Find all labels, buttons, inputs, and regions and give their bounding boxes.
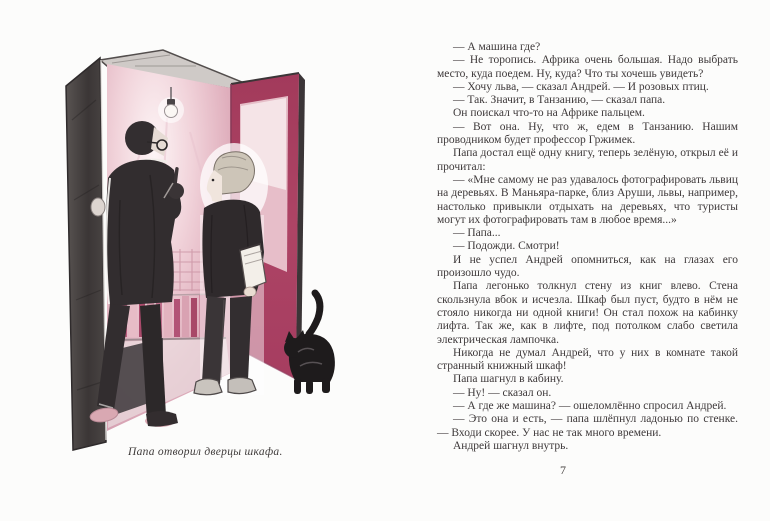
paragraph: Папа легонько толкнул стену из книг влево. Стена скользнула вбок и исчезла. Шкаф был пуст, будто в нём не стояло никогда ни одной книги! Он стал похож на кабинку лифта. Так же, как в лифте, под потолком слабо светила электрическая лампочка. xyxy=(437,280,738,346)
paragraph: И не успел Андрей опомниться, как на глазах его произошло чудо. xyxy=(437,253,738,280)
paragraph: Андрей шагнул внутрь. xyxy=(453,439,569,452)
paragraph: — Это она и есть, — папа шлёпнул ладонью по стенке. — Входи скорее. У нас не так много времени. xyxy=(437,413,738,439)
paragraph: Папа достал ещё одну книгу, теперь зелёную, открыл её и прочитал: xyxy=(437,147,738,173)
paragraph: — «Мне самому не раз удавалось фотографировать львиц на деревьях. В Маньяра-парке, близ Аруши, львы, например, настолько привыкли отдыхать на деревьях, что туристы могут их фотографировать там в любое время...» xyxy=(437,173,738,226)
paragraph: — Так. Значит, в Танзанию, — сказал папа. xyxy=(453,94,666,107)
paragraph: Никогда не думал Андрей, что у них в комнате такой странный книжный шкаф! xyxy=(437,346,738,373)
paragraph: Папа шагнул в кабину. xyxy=(453,373,564,386)
paragraph: — Хочу льва, — сказал Андрей. — И розовых птиц. xyxy=(453,80,709,93)
paragraph: — А где же машина? — ошеломлённо спросил Андрей. xyxy=(453,400,727,413)
illustration-papa-wardrobe xyxy=(58,5,350,453)
illustration-caption: Папа отворил дверцы шкафа. xyxy=(128,446,283,458)
page-number: 7 xyxy=(560,463,566,477)
paragraph: — Подожди. Смотри! xyxy=(453,240,560,253)
paragraph: — Вот она. Ну, что ж, едем в Танзанию. Нашим проводником будет профессор Гржимек. xyxy=(437,120,738,147)
story-text xyxy=(437,41,738,453)
paragraph: — Папа... xyxy=(453,227,501,240)
paragraph: Он поискал что-то на Африке пальцем. xyxy=(453,107,645,120)
paragraph: — А машина где? xyxy=(453,41,541,53)
boy-figure xyxy=(194,143,268,395)
paragraph: — Не торопись. Африка очень большая. Надо выбрать место, куда поедем. Ну, куда? Что ты хочешь увидеть? xyxy=(437,54,738,80)
paragraph: — Ну! — сказал он. xyxy=(453,386,552,399)
